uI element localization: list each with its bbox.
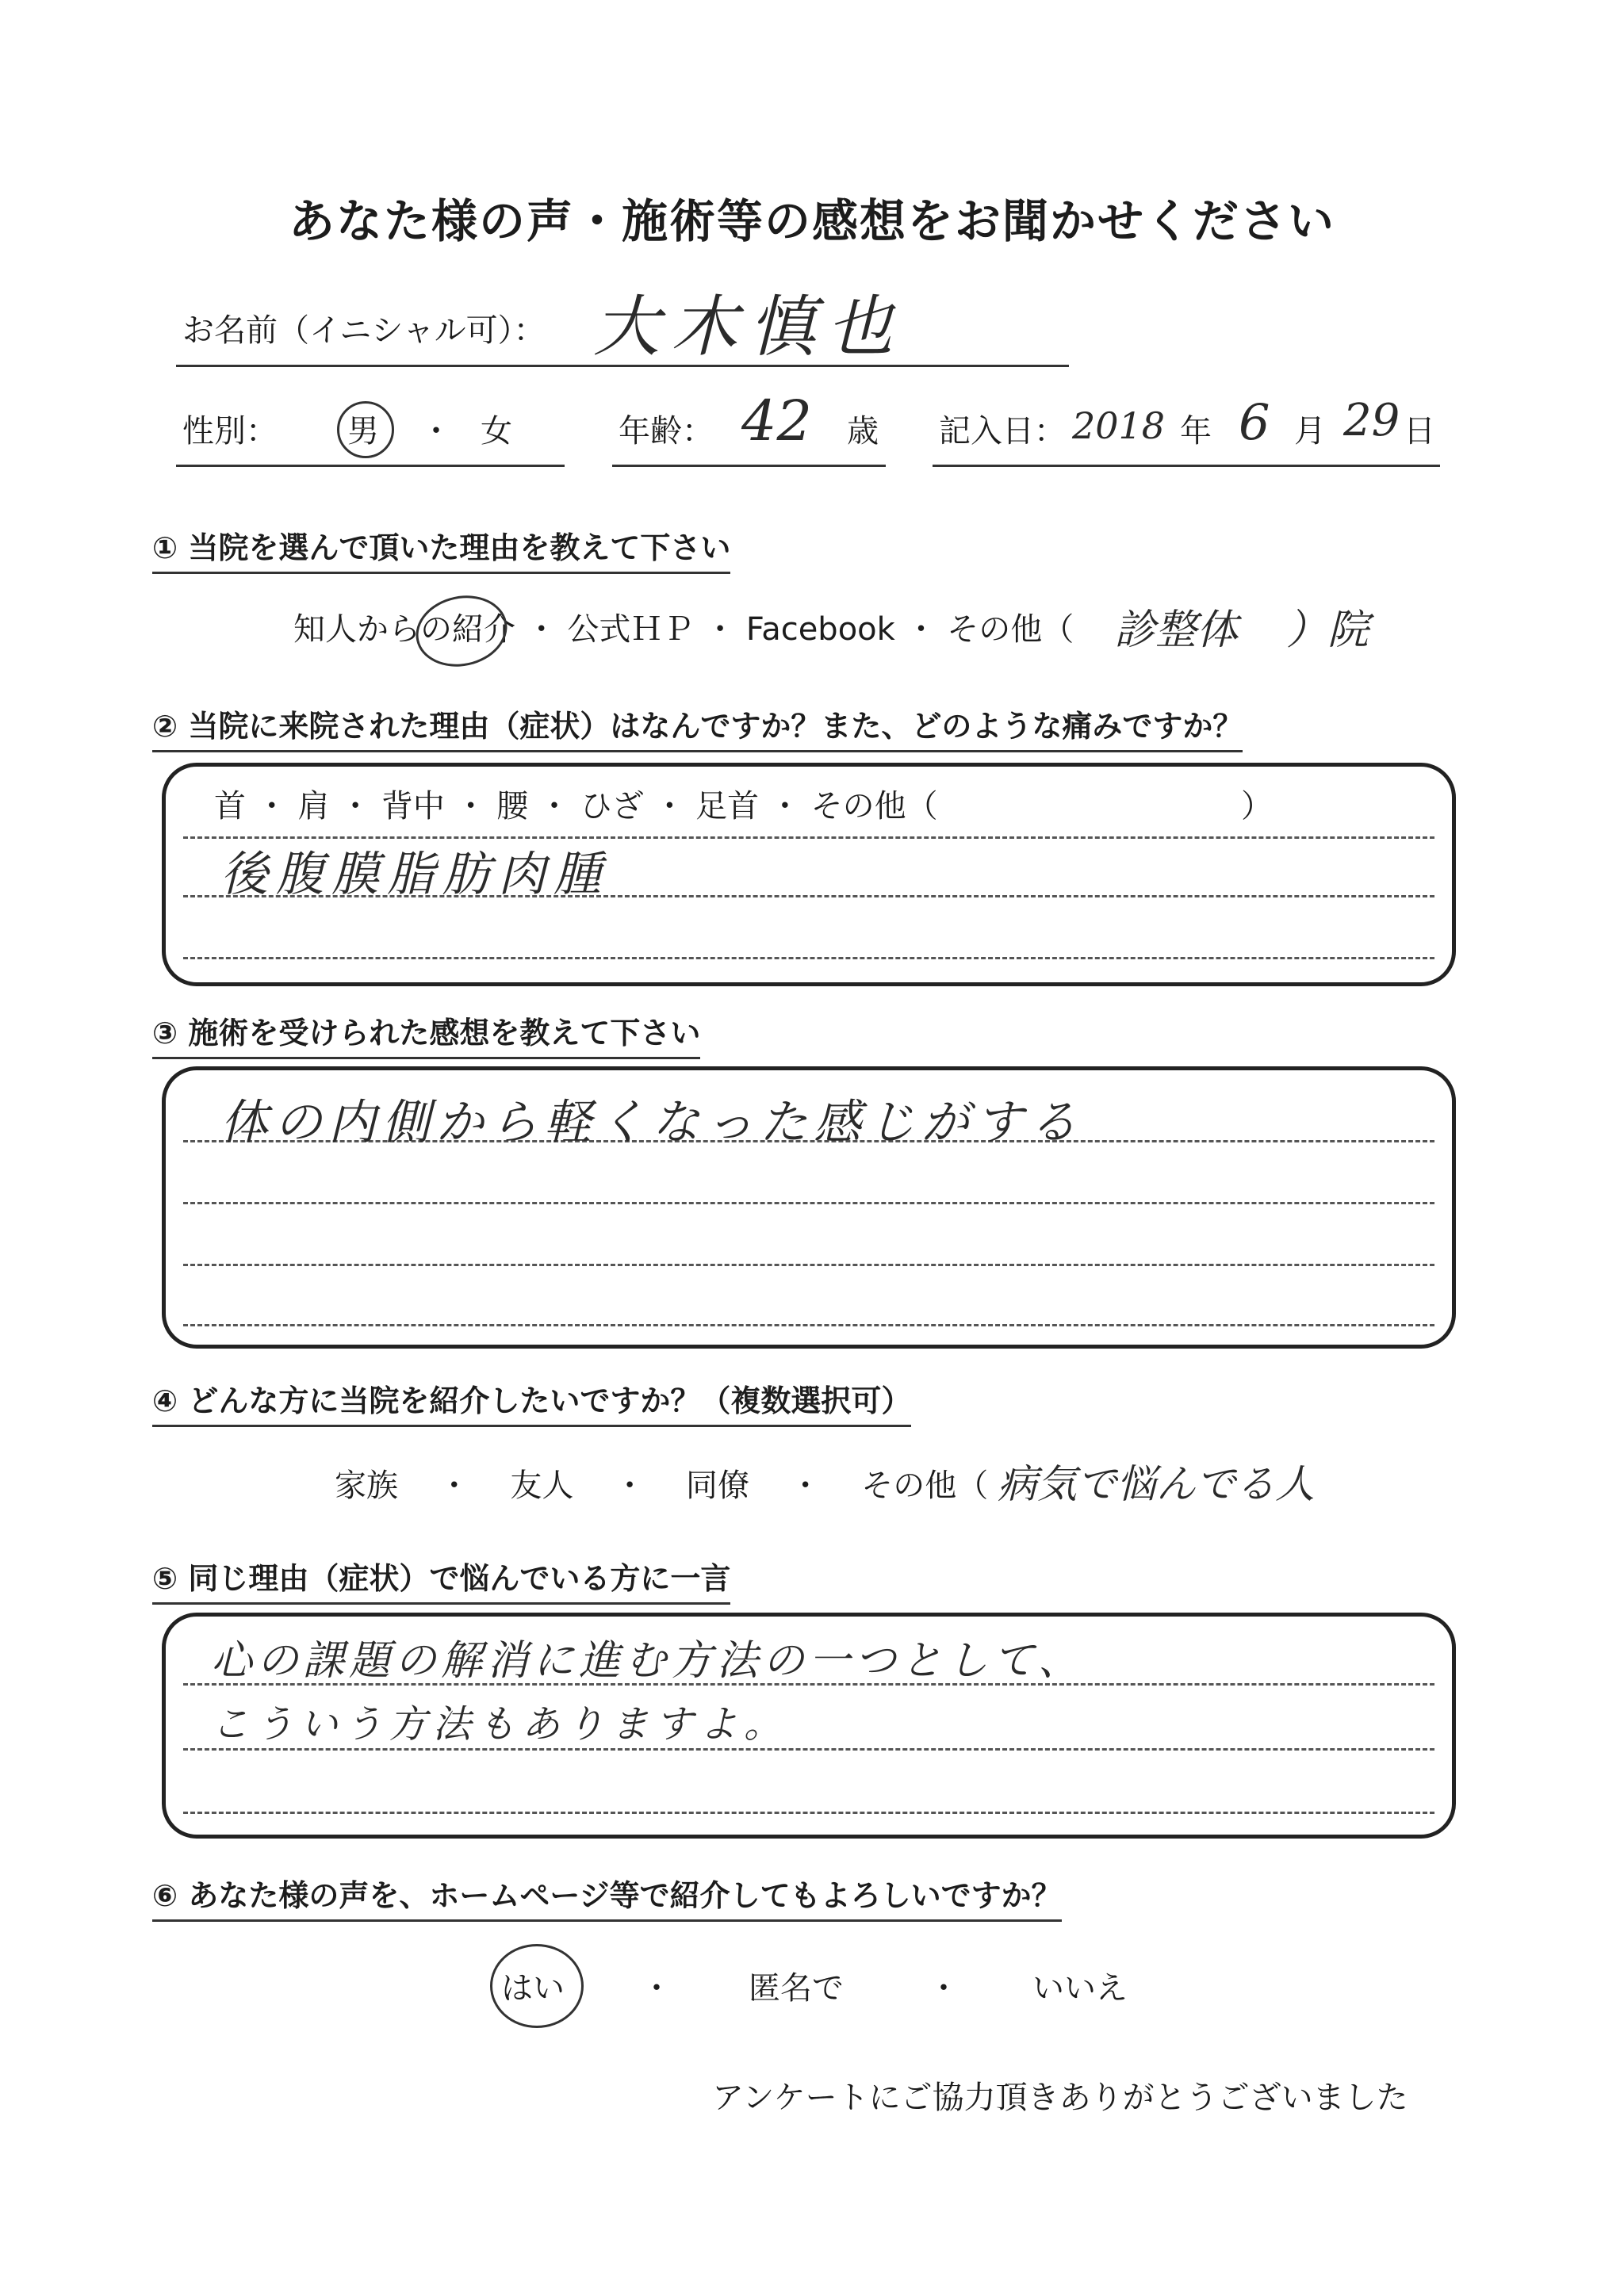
date-month-unit: 月 [1294,413,1326,450]
q5-answer-line2: こういう方法もありますよ。 [211,1702,789,1747]
date-day: 29 [1343,395,1400,446]
gender-female-option[interactable]: 女 [481,413,512,450]
date-label: 記入日： [939,413,1066,450]
q3-heading: ③ 施術を受けられた感想を教えて下さい [152,1008,700,1059]
age-value: 42 [741,388,813,453]
q6-heading: ⑥ あなた様の声を、ホームページ等で紹介してもよろしいですか？ [152,1871,1062,1922]
date-year: 2018 [1072,404,1166,447]
q6-anon-option[interactable]: 匿名で [749,1970,844,2007]
gender-separator: ・ [420,413,452,450]
q6-no-option[interactable]: いいえ [1032,1970,1128,2007]
date-year-unit: 年 [1180,413,1212,450]
name-label: お名前（イニシャル可）： [182,312,546,349]
q1-options[interactable]: 知人からの紹介 ・ 公式ＨＰ ・ Facebook ・ その他（ [293,611,1074,648]
footer-thanks: アンケートにご協力頂きありがとうございました [712,2080,1408,2116]
q1-heading: ① 当院を選んで頂いた理由を教えて下さい [152,523,730,574]
q1-other-value: 診整体 [1114,607,1239,654]
date-day-unit: 日 [1404,413,1435,450]
age-unit: 歳 [847,413,879,450]
date-month: 6 [1239,393,1270,451]
q5-answer-line1: 心の課題の解消に進む方法の一つとして、 [211,1637,1084,1685]
age-label: 年齢： [619,413,714,450]
q4-options[interactable]: 家族 ・ 友人 ・ 同僚 ・ その他（ [335,1468,989,1504]
q4-heading: ④ どんな方に当院を紹介したいですか？（複数選択可） [152,1376,911,1427]
gender-label: 性別： [182,413,278,450]
q1-referral-circle [409,587,514,675]
q1-suffix: ）院 [1286,607,1369,654]
q6-separator-2: ・ [928,1970,959,2007]
q3-answer-text: 体の内側から軽くなった感じがする [220,1095,1083,1150]
q4-other-value: 病気で悩んでる人 [998,1461,1315,1507]
q2-answer-text: 後腹膜脂肪肉腫 [220,847,609,902]
q5-heading: ⑤ 同じ理由（症状）で悩んでいる方に一言 [152,1554,730,1605]
q2-options[interactable]: 首 ・ 肩 ・ 背中 ・ 腰 ・ ひざ ・ 足首 ・ その他（ [214,788,938,825]
page-title: あなた様の声・施術等の感想をお聞かせください [288,194,1335,248]
q2-heading: ② 当院に来院された理由（症状）はなんですか？また、どのような痛みですか？ [152,702,1243,752]
q2-options-close: ） [1241,788,1273,825]
gender-male-option[interactable]: 男 [347,413,379,450]
q6-yes-option[interactable]: はい [501,1970,565,2007]
q6-separator-1: ・ [641,1970,672,2007]
name-value: 大木慎也 [593,288,905,365]
